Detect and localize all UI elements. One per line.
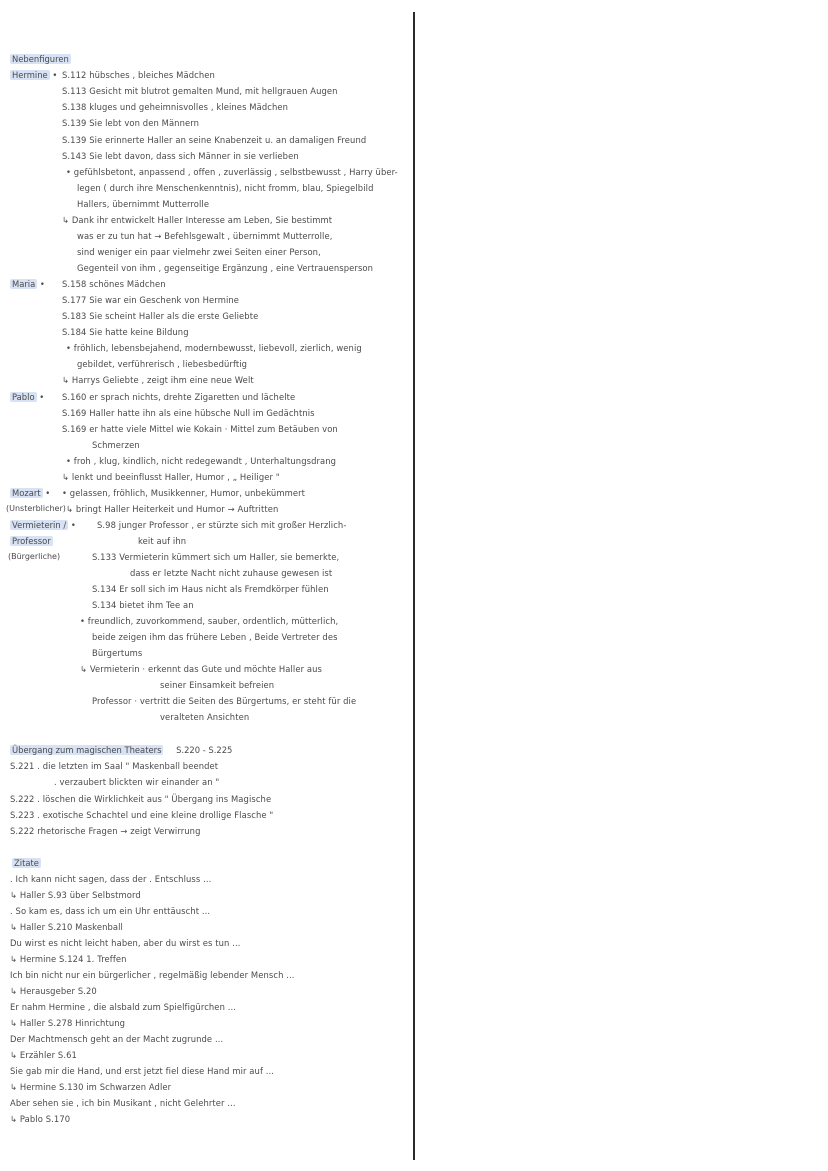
quote-source: ↳ Pablo S.170 [10, 1114, 71, 1124]
vermieterin-line: dass er letzte Nacht nicht zuhause gewesen ist [130, 568, 333, 578]
vermieterin-line: S.98 junger Professor , er stürzte sich mit großer Herzlich- [97, 520, 347, 530]
hermine-line: legen ( durch ihre Menschenkenntnis), nicht fromm, blau, Spiegelbild [77, 183, 374, 193]
section-title: Nebenfiguren [12, 54, 69, 64]
theater-line: S.223 . exotische Schachtel und eine kleine drollige Flasche " [10, 810, 274, 820]
character-label-hermine: Hermine • [12, 70, 58, 80]
quote-line: Der Machtmensch geht an der Macht zugrunde ... [10, 1034, 224, 1044]
character-label-pablo: Pablo • [12, 392, 45, 402]
maria-line: S.158 schönes Mädchen [62, 279, 166, 289]
hermine-line: S.143 Sie lebt davon, dass sich Männer in sie verlieben [62, 151, 299, 161]
vermieterin-line: Professor · vertritt die Seiten des Bürgertums, er steht für die [92, 696, 357, 706]
vermieterin-line: Bürgertums [92, 648, 143, 658]
maria-line: S.184 Sie hatte keine Bildung [62, 327, 189, 337]
pablo-line: ↳ lenkt und beeinflusst Haller, Humor , „ Heiliger " [62, 472, 280, 482]
vermieterin-line: ↳ Vermieterin · erkennt das Gute und möchte Haller aus [80, 664, 323, 674]
theater-heading: Übergang zum magischen Theaters S.220 - S.225 [12, 745, 233, 755]
quote-source: ↳ Hermine S.124 1. Treffen [10, 954, 127, 964]
hermine-line: S.112 hübsches , bleiches Mädchen [62, 70, 215, 80]
maria-line: gebildet, verführerisch , liebesbedürftig [77, 359, 248, 369]
vermieterin-line: • freundlich, zuvorkommend, sauber, ordentlich, mütterlich, [80, 616, 339, 626]
character-label-maria: Maria • [12, 279, 45, 289]
quote-line: Aber sehen sie , ich bin Musikant , nicht Gelehrter ... [10, 1098, 236, 1108]
quote-source: ↳ Haller S.210 Maskenball [10, 922, 123, 932]
quote-line: . Ich kann nicht sagen, dass der . Entschluss ... [10, 874, 212, 884]
quote-source: ↳ Haller S.93 über Selbstmord [10, 890, 141, 900]
page-divider-line [413, 12, 415, 1160]
maria-line: • fröhlich, lebensbejahend, modernbewusst, liebevoll, zierlich, wenig [66, 343, 362, 353]
theater-line: S.222 rhetorische Fragen → zeigt Verwirrung [10, 826, 201, 836]
maria-line: ↳ Harrys Geliebte , zeigt ihm eine neue Welt [62, 375, 254, 385]
hermine-line: Gegenteil von ihm , gegenseitige Ergänzung , eine Vertrauensperson [77, 263, 374, 273]
vermieterin-line: beide zeigen ihm das frühere Leben , Beide Vertreter des [92, 632, 338, 642]
quote-line: Ich bin nicht nur ein bürgerlicher , regelmäßig lebender Mensch ... [10, 970, 295, 980]
mozart-note: (Unsterblicher) [6, 504, 66, 513]
vermieterin-line: S.134 Er soll sich im Haus nicht als Fremdkörper fühlen [92, 584, 329, 594]
character-label-professor: Professor [12, 536, 51, 546]
maria-line: S.177 Sie war ein Geschenk von Hermine [62, 295, 240, 305]
hermine-line: S.139 Sie erinnerte Haller an seine Knabenzeit u. an damaligen Freund [62, 135, 367, 145]
vermieterin-line: S.134 bietet ihm Tee an [92, 600, 194, 610]
vermieterin-note: (Bürgerliche) [8, 552, 61, 561]
hermine-line: • gefühlsbetont, anpassend , offen , zuverlässig , selbstbewusst , Harry über- [66, 167, 398, 177]
hermine-line: S.113 Gesicht mit blutrot gemalten Mund, mit hellgrauen Augen [62, 86, 338, 96]
mozart-line: ↳ bringt Haller Heiterkeit und Humor → Auftritten [66, 504, 279, 514]
quote-source: ↳ Haller S.278 Hinrichtung [10, 1018, 126, 1028]
quote-source: ↳ Erzähler S.61 [10, 1050, 77, 1060]
quote-line: Du wirst es nicht leicht haben, aber du wirst es tun ... [10, 938, 241, 948]
hermine-line: S.138 kluges und geheimnisvolles , kleines Mädchen [62, 102, 289, 112]
theater-line: S.222 . löschen die Wirklichkeit aus " Übergang ins Magische [10, 794, 272, 804]
pablo-line: S.169 er hatte viele Mittel wie Kokain · Mittel zum Betäuben von [62, 424, 338, 434]
vermieterin-line: veralteten Ansichten [160, 712, 250, 722]
hermine-line: S.139 Sie lebt von den Männern [62, 118, 200, 128]
theater-line: . verzaubert blickten wir einander an " [54, 777, 220, 787]
hermine-line: was er zu tun hat → Befehlsgewalt , übernimmt Mutterrolle, [77, 231, 333, 241]
vermieterin-line: seiner Einsamkeit befreien [160, 680, 275, 690]
quote-line: Er nahm Hermine , die alsbald zum Spielfigürchen ... [10, 1002, 237, 1012]
hermine-line: sind weniger ein paar vielmehr zwei Seiten einer Person, [77, 247, 321, 257]
pablo-line: Schmerzen [92, 440, 140, 450]
vermieterin-line: S.133 Vermieterin kümmert sich um Haller, sie bemerkte, [92, 552, 340, 562]
hermine-line: Hallers, übernimmt Mutterrolle [77, 199, 210, 209]
maria-line: S.183 Sie scheint Haller als die erste Geliebte [62, 311, 259, 321]
theater-line: S.221 . die letzten im Saal " Maskenball beendet [10, 761, 219, 771]
quote-line: . So kam es, dass ich um ein Uhr enttäuscht ... [10, 906, 211, 916]
character-label-vermieterin: Vermieterin / • [12, 520, 76, 530]
mozart-line: • gelassen, fröhlich, Musikkenner, Humor, unbekümmert [62, 488, 306, 498]
character-label-mozart: Mozart • [12, 488, 51, 498]
quote-line: Sie gab mir die Hand, und erst jetzt fiel diese Hand mir auf ... [10, 1066, 275, 1076]
quote-source: ↳ Herausgeber S.20 [10, 986, 97, 996]
pablo-line: S.169 Haller hatte ihn als eine hübsche Null im Gedächtnis [62, 408, 315, 418]
zitate-heading: Zitate [14, 858, 39, 868]
hermine-line: ↳ Dank ihr entwickelt Haller Interesse am Leben, Sie bestimmt [62, 215, 333, 225]
quote-source: ↳ Hermine S.130 im Schwarzen Adler [10, 1082, 172, 1092]
vermieterin-line: keit auf ihn [138, 536, 187, 546]
pablo-line: • froh , klug, kindlich, nicht redegewandt , Unterhaltungsdrang [66, 456, 337, 466]
pablo-line: S.160 er sprach nichts, drehte Zigaretten und lächelte [62, 392, 296, 402]
